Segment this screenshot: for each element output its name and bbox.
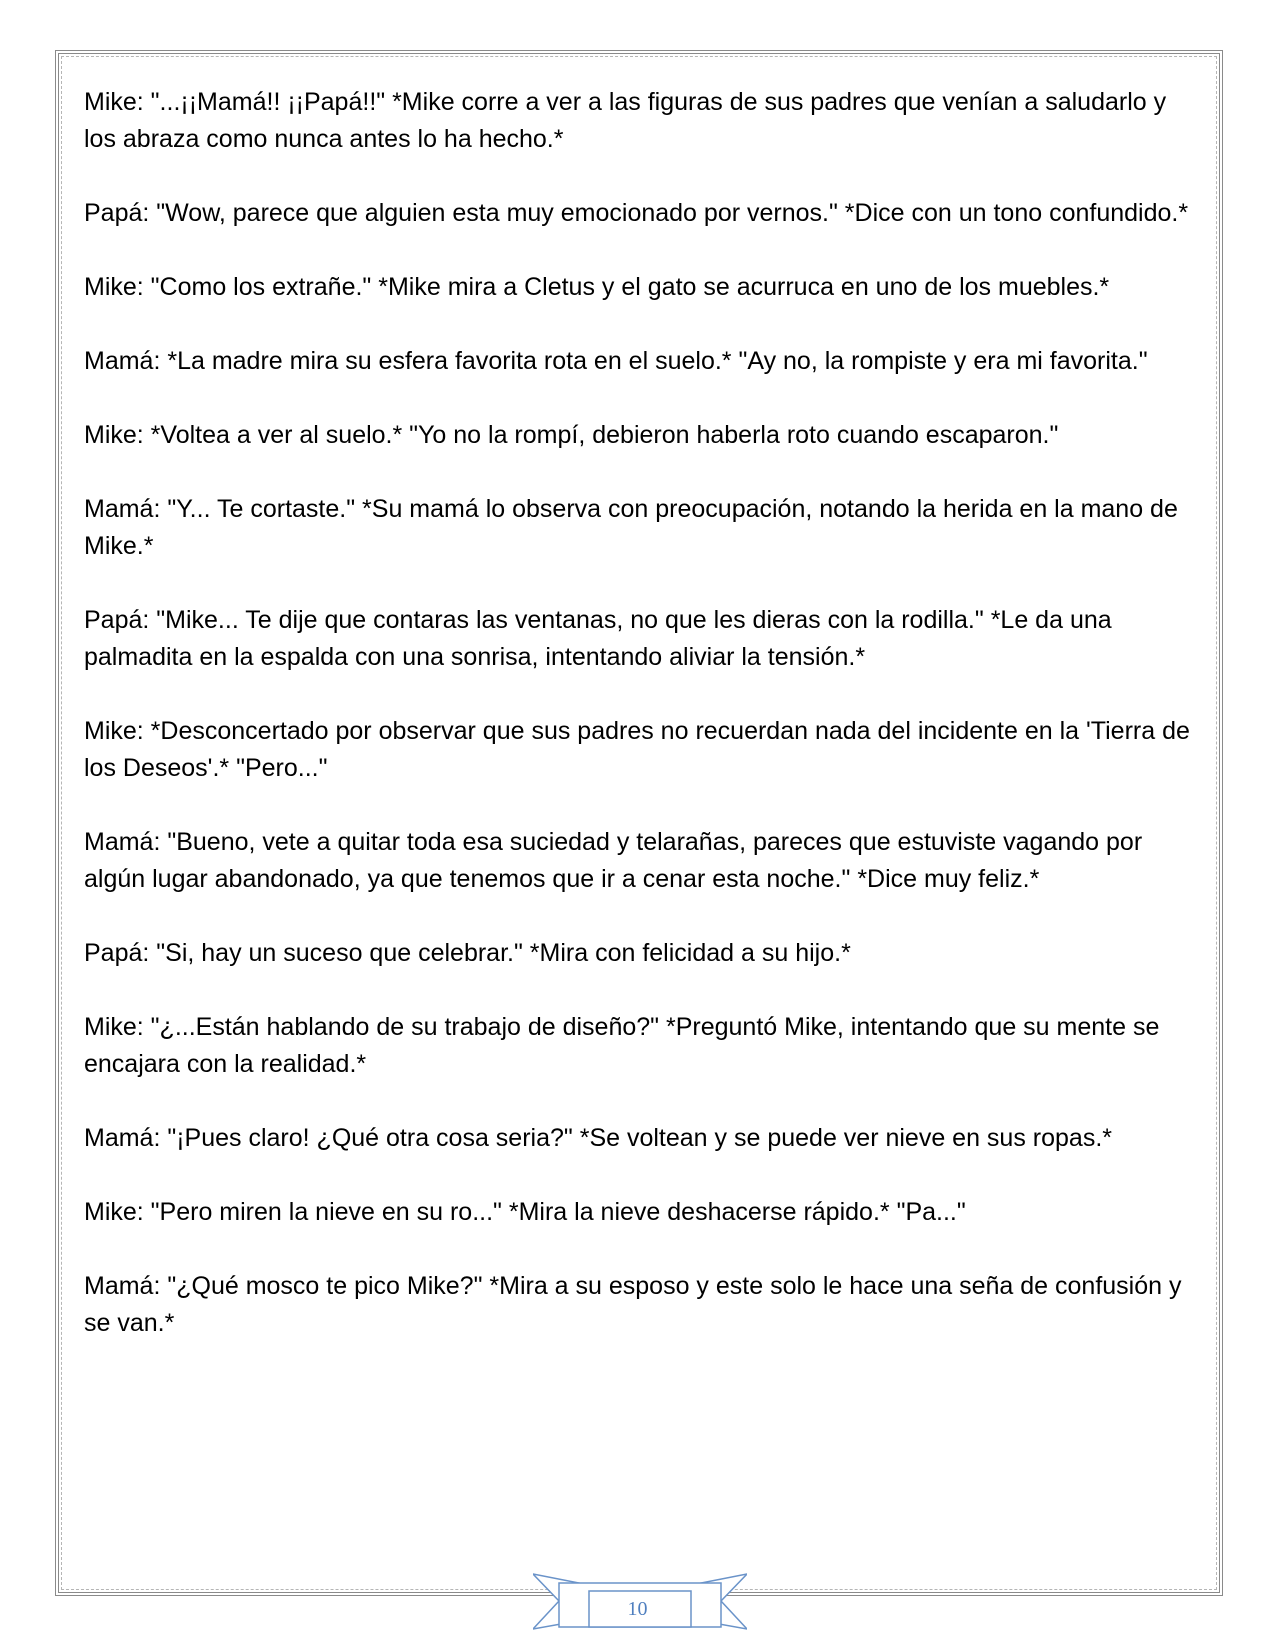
dialogue-paragraph-10: Papá: "Si, hay un suceso que celebrar." *Mira con felicidad a su hijo.* <box>84 939 851 967</box>
dialogue-paragraph-9: Mamá: "Bueno, vete a quitar toda esa suciedad y telarañas, pareces que estuviste vagando por algún lugar abandonado, ya que tenemos que ir a cenar esta noche." *Dice muy feliz.* <box>84 828 1143 893</box>
dialogue-paragraph-4: Mamá: *La madre mira su esfera favorita rota en el suelo.* "Ay no, la rompiste y era mi favorita." <box>84 347 1148 375</box>
dialogue-paragraph-7: Papá: "Mike... Te dije que contaras las ventanas, no que les dieras con la rodilla." *Le da una palmadita en la espalda con una sonrisa, intentando aliviar la tensión.* <box>84 606 1112 671</box>
dialogue-paragraph-6: Mamá: "Y... Te cortaste." *Su mamá lo observa con preocupación, notando la herida en la mano de Mike.* <box>84 495 1178 560</box>
dialogue-paragraph-2: Papá: "Wow, parece que alguien esta muy emocionado por vernos." *Dice con un tono confundido.* <box>84 199 1189 227</box>
dialogue-paragraph-12: Mamá: "¡Pues claro! ¿Qué otra cosa seria?" *Se voltean y se puede ver nieve en sus ropas.* <box>84 1124 1112 1152</box>
dialogue-paragraph-8: Mike: *Desconcertado por observar que sus padres no recuerdan nada del incidente en la 'Tierra de los Deseos'.* "Pero..." <box>84 717 1190 782</box>
dialogue-paragraph-11: Mike: "¿...Están hablando de su trabajo de diseño?" *Preguntó Mike, intentando que su mente se encajara con la realidad.* <box>84 1013 1160 1078</box>
dialogue-paragraph-3: Mike: "Como los extrañe." *Mike mira a Cletus y el gato se acurruca en uno de los muebles.* <box>84 273 1110 301</box>
page-number: 10 <box>627 1598 648 1620</box>
document-body <box>84 84 1194 1379</box>
dialogue-paragraph-5: Mike: *Voltea a ver al suelo.* "Yo no la rompí, debieron haberla roto cuando escaparon." <box>84 421 1059 449</box>
dialogue-paragraph-1: Mike: "...¡¡Mamá!! ¡¡Papá!!" *Mike corre a ver a las figuras de sus padres que venían a saludarlo y los abraza como nunca antes lo ha hecho.* <box>84 88 1167 153</box>
dialogue-paragraph-13: Mike: "Pero miren la nieve en su ro..." *Mira la nieve deshacerse rápido.* "Pa..." <box>84 1198 966 1226</box>
dialogue-paragraph-14: Mamá: "¿Qué mosco te pico Mike?" *Mira a su esposo y este solo le hace una seña de confusión y se van.* <box>84 1272 1182 1337</box>
